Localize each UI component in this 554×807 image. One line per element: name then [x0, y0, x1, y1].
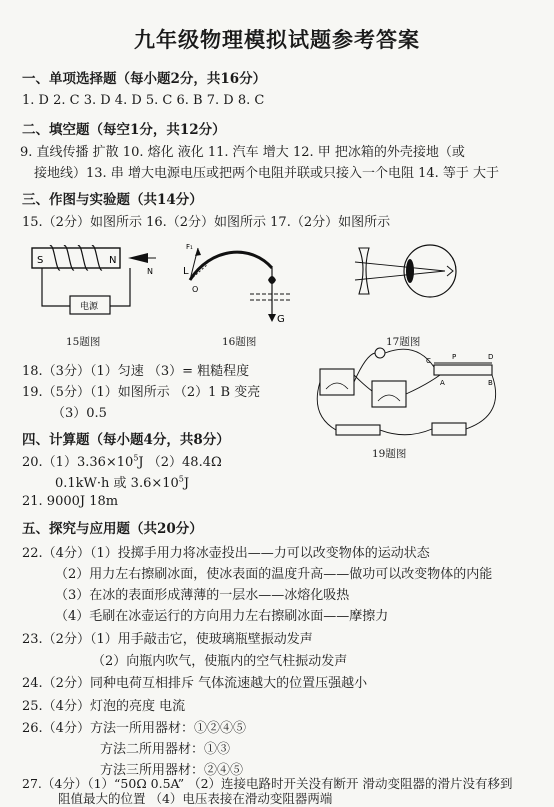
figure-17-caption: 17题图 [386, 336, 421, 348]
terminal-c-label: C [426, 357, 431, 365]
figure-16-caption: 16题图 [222, 336, 257, 348]
figure-15-caption: 15题图 [66, 336, 101, 348]
pole-n-label: N [109, 255, 117, 266]
answer-line-20-part1: $20.(1)3.36\times 10^5J$ （2）48.4Ω [22, 453, 222, 470]
answer-line-22-part2: （2）用力左右擦刷冰面，使冰表面的温度升高——做功可以改变物体的内能 [55, 567, 493, 582]
answer-line-19: 19.（5分）（1）如图所示 （2）1 B 变亮 [22, 385, 261, 400]
answer-line-19-part3: （3）0.5 [52, 406, 107, 421]
compass-needle-icon [128, 253, 148, 263]
power-source-label: 电源 [80, 302, 99, 312]
rheostat-icon [434, 365, 492, 375]
pole-s-label: S [37, 255, 44, 266]
answer-line-20-part2: 0.1kW·h 或 $3.6\times 10^5J$ [55, 474, 190, 491]
terminal-b-label: B [488, 379, 493, 387]
answer-line-18: 18.（3分）（1）匀速 （3）= 粗糙程度 [22, 364, 250, 379]
answer-line-15-17: 15.（2分）如图所示 16.（2分）如图所示 17.（2分）如图所示 [22, 215, 391, 230]
answer-line-24: 24.（2分）同种电荷互相排斥 气体流速越大的位置压强越小 [22, 676, 368, 691]
answer-line-26-method1: 26.（4分）方法一所用器材：①②④⑤ [22, 721, 246, 736]
figure-15-electromagnet [30, 244, 160, 324]
arm-l-label: L [183, 266, 189, 277]
bulb-icon [375, 348, 385, 358]
section-heading-fill-blank: 二、填空题（每空1分，共12分） [22, 122, 226, 138]
answer-line-23-part2: （2）向瓶内吹气，使瓶内的空气柱振动发声 [92, 654, 348, 669]
answer-line-13-14: 接地线）13. 串 增大电源电压或把两个电阻并联或只接入一个电阻 14. 等于 大于 [34, 166, 500, 181]
section-heading-calculation: 四、计算题（每小题4分，共8分） [22, 432, 230, 448]
figure-19-circuit [316, 345, 516, 445]
page-title: 九年级物理模拟试题参考答案 [134, 27, 420, 52]
force-arrow-icon [195, 248, 201, 256]
section-heading-drawing-experiment: 三、作图与实验题（共14分） [22, 192, 203, 208]
answer-line-21: 21. 9000J 18m [22, 494, 119, 509]
voltmeter-icon [320, 369, 354, 395]
answer-line-26-method3: 方法三所用器材：②④⑤ [100, 763, 244, 778]
ammeter-icon [372, 381, 406, 407]
figure-17-eye-lens [355, 244, 465, 324]
answer-line-26-method2: 方法二所用器材：①③ [100, 742, 231, 757]
answer-line-9-12: 9. 直线传播 扩散 10. 熔化 液化 11. 汽车 增大 12. 甲 把冰箱的外壳接地（或 [20, 145, 465, 160]
answer-line-22-part4: （4）毛刷在冰壶运行的方向用力左右擦刷冰面——摩擦力 [55, 609, 389, 624]
answer-line-27-part2: 阻值最大的位置 （4）电压表接在滑动变阻器两端 [58, 791, 333, 806]
terminal-d-label: D [488, 353, 494, 361]
terminal-a-label: A [440, 379, 445, 387]
figure-16-lever [180, 238, 300, 333]
gravity-arrow-icon [268, 314, 276, 322]
answer-line-27-part1: 27.（4分）（1）“50Ω 0.5A” （2）连接电路时开关没有断开 滑动变阻器的滑片没有移到 [22, 776, 513, 791]
section-heading-single-choice: 一、单项选择题（每小题2分，共16分） [22, 71, 267, 87]
answer-line-23-part1: 23.（2分）（1）用手敲击它，使玻璃瓶壁振动发声 [22, 632, 313, 647]
answer-line-25: 25.（4分）灯泡的亮度 电流 [22, 699, 186, 714]
figure-19-caption: 19题图 [372, 448, 407, 460]
switch-icon [432, 423, 466, 435]
slider-p-label: P [452, 353, 457, 361]
pivot-o-label: O [192, 285, 199, 294]
section-heading-inquiry: 五、探究与应用题（共20分） [22, 521, 203, 537]
answer-line-22-part1: 22.（4分）（1）投掷手用力将冰壶投出——力可以改变物体的运动状态 [22, 546, 430, 561]
needle-n-label: N [147, 267, 153, 276]
battery-icon [336, 425, 380, 435]
concave-lens-icon [359, 248, 369, 294]
answer-line-1-8: 1. D 2. C 3. D 4. D 5. C 6. B 7. D 8. C [22, 93, 265, 108]
gravity-g-label: G [277, 314, 285, 325]
answer-line-22-part3: （3）在冰的表面形成薄薄的一层水——冰熔化吸热 [55, 588, 350, 603]
force-f1-label: F₁ [186, 243, 193, 251]
